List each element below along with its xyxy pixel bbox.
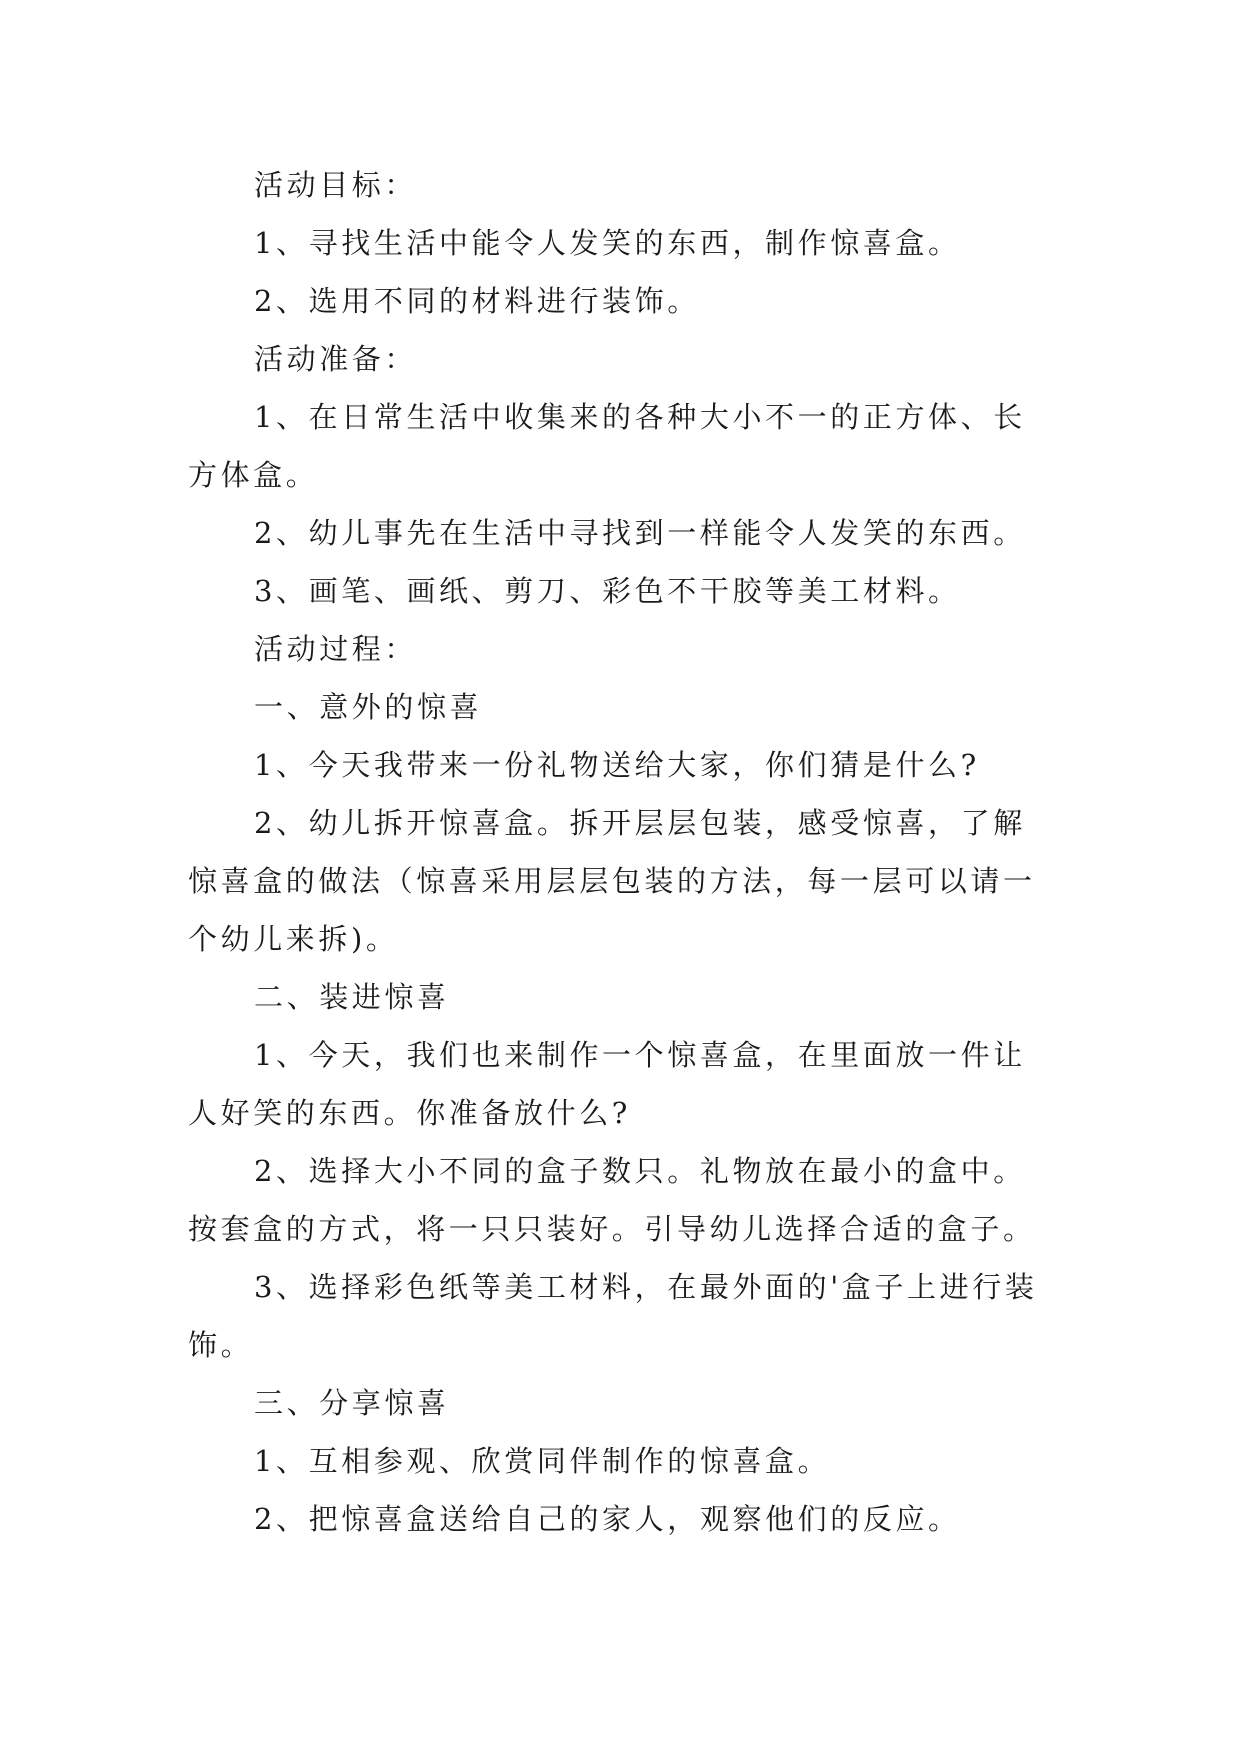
goal-item-1: 1、寻找生活中能令人发笑的东西，制作惊喜盒。 (254, 226, 961, 260)
share-item-2: 2、把惊喜盒送给自己的家人，观察他们的反应。 (254, 1502, 961, 1536)
section-heading-goals: 活动目标： (254, 168, 418, 202)
surprise-item-2: 2、幼儿拆开惊喜盒。拆开层层包装，感受惊喜，了解惊喜盒的做法（惊喜采用层层包装的方法，每一层可以请一个幼儿来拆)。 (188, 806, 1036, 956)
preparation-item-1: 1、在日常生活中收集来的各种大小不一的正方体、长方体盒。 (188, 400, 1026, 492)
preparation-item-3: 3、画笔、画纸、剪刀、彩色不干胶等美工材料。 (254, 574, 961, 608)
subheading-surprise: 一、意外的惊喜 (254, 690, 483, 724)
pack-item-2: 2、选择大小不同的盒子数只。礼物放在最小的盒中。按套盒的方式，将一只只装好。引导幼儿选择合适的盒子。 (188, 1154, 1036, 1246)
surprise-item-1: 1、今天我带来一份礼物送给大家，你们猜是什么? (254, 748, 980, 782)
preparation-item-2: 2、幼儿事先在生活中寻找到一样能令人发笑的东西。 (254, 516, 1026, 550)
pack-item-3: 3、选择彩色纸等美工材料，在最外面的'盒子上进行装饰。 (188, 1270, 1038, 1362)
pack-item-1: 1、今天，我们也来制作一个惊喜盒，在里面放一件让人好笑的东西。你准备放什么? (188, 1038, 1026, 1130)
share-item-1: 1、互相参观、欣赏同伴制作的惊喜盒。 (254, 1444, 831, 1478)
subheading-share-surprise: 三、分享惊喜 (254, 1386, 450, 1420)
section-heading-process: 活动过程： (254, 632, 418, 666)
section-heading-preparation: 活动准备： (254, 342, 418, 376)
document-body (188, 156, 1058, 1548)
goal-item-2: 2、选用不同的材料进行装饰。 (254, 284, 700, 318)
subheading-pack-surprise: 二、装进惊喜 (254, 980, 450, 1014)
